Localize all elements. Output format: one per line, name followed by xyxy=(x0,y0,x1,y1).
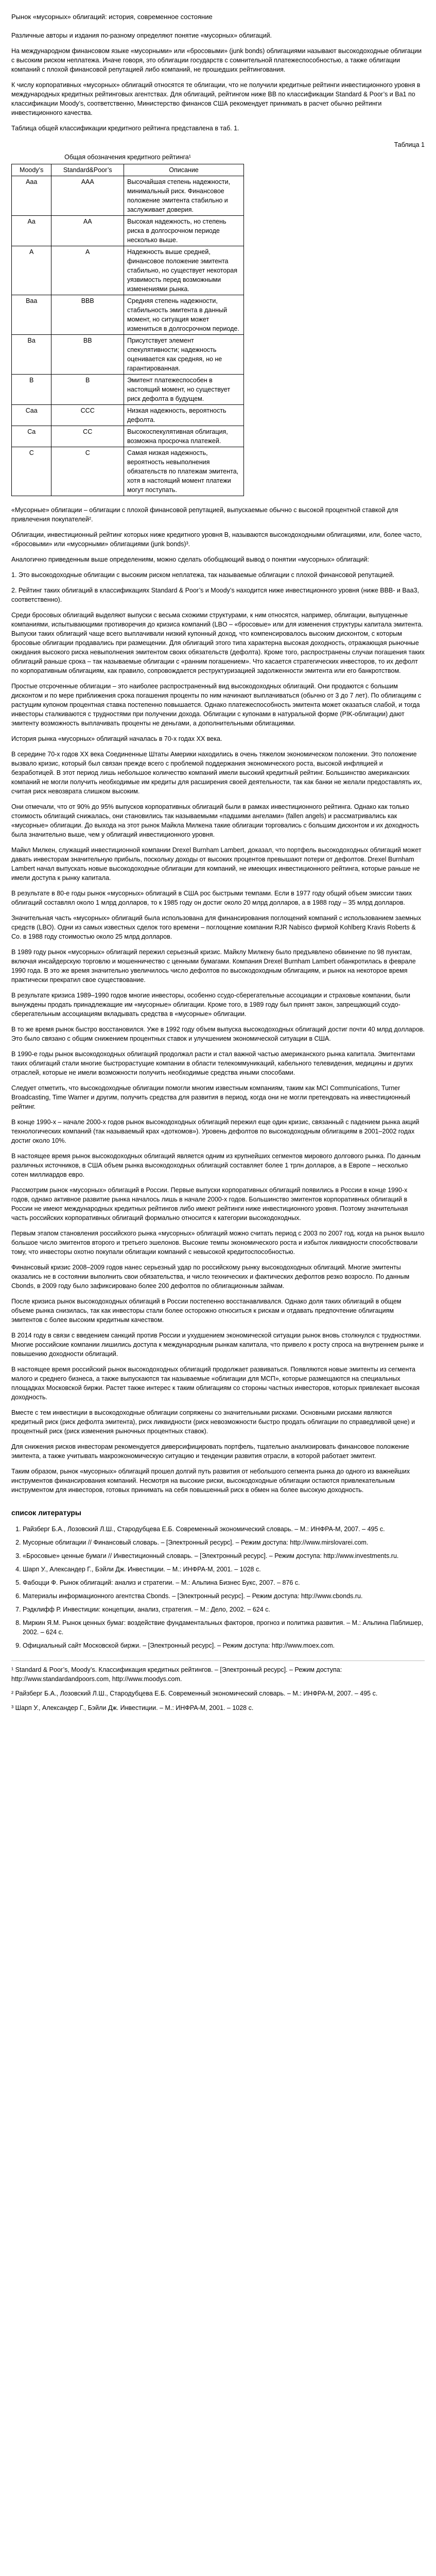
reference-item: 7. Рэдклифф Р. Инвестиции: концепции, анализ, стратегия. – М.: Дело, 2002. – 624 с. xyxy=(23,1605,425,1614)
rating-description-cell: Низкая надежность, вероятность дефолта. xyxy=(124,405,244,426)
table-caption: Таблица 1 xyxy=(394,141,425,148)
paragraph: Рассмотрим рынок «мусорных» облигаций в России. Первые выпуски корпоративных облигаций появились в России в конце 1990-х годов, однако активное развитие рынка началось лишь в начале 2000-х годов. Большинство эмитентов корпоративных облигаций в России не имеют международных кредитных рейтингов либо имеют рейтинги ниже инвестиционного уровня. Поэтому значительная часть российских корпоративных облигаций формально относится к категории высокодоходных. xyxy=(11,1187,408,1222)
paragraph: 2. Рейтинг таких облигаций в классификациях Standard & Poor’s и Moody’s находится ниже инвестиционного уровня (ниже BBB- и Baa3, соответственно). xyxy=(11,587,420,603)
paragraph: Финансовый кризис 2008–2009 годов нанес серьезный удар по российскому рынку высокодоходных облигаций. Многие эмитенты оказались не в состоянии выполнить свои обязательства, и число технических и фактических дефолтов резко возросло. По данным Cbonds, в 2009 году было зафиксировано более 200 дефолтов по облигационным займам. xyxy=(11,1264,410,1290)
paragraph: В результате в 80-е годы рынок «мусорных» облигаций в США рос быстрыми темпами. Если в 1977 году общий объем эмиссии таких облигаций составлял около 1 млрд долларов, то к 1985 году он достиг около 20 млрд долларов, а в 1988 году – 35 млрд долларов. xyxy=(11,890,412,906)
rating-description-cell: Надежность выше средней, финансовое положение эмитента стабильно, но существует некоторая уязвимость перед возможными изменениями рынка. xyxy=(124,246,244,295)
footnote: ¹ Standard & Poor’s, Moody’s. Классификация кредитных рейтингов. – [Электронный ресурс]. – Режим доступа: http://www.standardandpoors.com, http://www.moodys.com. xyxy=(11,1666,342,1683)
paragraph: Простые отсроченные облигации – это наиболее распространенный вид высокодоходных облигаций. Они продаются с большим дисконтом и по мере приближения срока погашения проценты по ним начинают выплачиваться (обычно от 3 до 7 лет). По облигациям с растущим купоном процентная ставка постепенно повышается. Однако платежеспособность эмитента может оказаться слабой, и тогда инвесторы сталкиваются с трудностями при получении дохода. Облигации с купонами в натуральной форме (PIK-облигации) дают эмитенту возможность выплачивать проценты не деньгами, а дополнительными облигациями. xyxy=(11,683,422,727)
reference-item: 8. Миркин Я.М. Рынок ценных бумаг: воздействие фундаментальных факторов, прогноз и политика развития. – М.: Альпина Паблишер, 2002. – 624 с. xyxy=(23,1618,425,1637)
paragraph: После кризиса рынок высокодоходных облигаций в России постепенно восстанавливался. Однако доля таких облигаций в общем объеме рынка снизилась, так как инвесторы стали более осторожно относиться к рискам и отдавать предпочтение облигациям эмитентов с более высоким кредитным качеством. xyxy=(11,1298,402,1324)
rating-description-cell: Эмитент платежеспособен в настоящий момент, но существует риск дефолта в будущем. xyxy=(124,375,244,405)
paragraph: К числу корпоративных «мусорных» облигаций относятся те облигации, что не получили кредитные рейтинги инвестиционного уровня в международных кредитных рейтинговых агентствах. Для облигаций, рейтингом ниже ВВ по классификации Standard & Poor’s и Ва1 по классификации Moody’s, соответственно, Министерство финансов США рекомендует принимать в расчет обычно рейтинги инвестиционного качества. xyxy=(11,81,421,116)
rating-code-cell: Baa xyxy=(12,295,51,335)
rating-description-cell: Средняя степень надежности, стабильность эмитента в данный момент, но ситуация может измениться в долгосрочном периоде. xyxy=(124,295,244,335)
table-header-cell: Moody’s xyxy=(12,164,51,176)
paragraph: В результате кризиса 1989–1990 годов многие инвесторы, особенно ссудо-сберегательные ассоциации и страховые компании, были вынуждены продать принадлежащие им «мусорные» облигации. Кроме того, в 1989 году был принят закон, запрещающий ссудо-сберегательным ассоциациям вкладывать средства в «мусорные» облигации. xyxy=(11,992,411,1018)
paragraph: В конце 1990-х – начале 2000-х годов рынок высокодоходных облигаций пережил еще один кризис, связанный с падением рынка акций технологических компаний (так называемый крах «доткомов»). Уровень дефолтов по высокодоходным облигациям в 2001–2002 годах достиг около 10%. xyxy=(11,1118,420,1144)
paragraph: Значительная часть «мусорных» облигаций была использована для финансирования поглощений компаний с использованием заемных средств (LBO). Одни из самых известных сделок того времени – поглощение компании RJR Nabisco фирмой Kohlberg Kravis Roberts & Co. в 1988 году стоимостью около 25 млрд долларов. xyxy=(11,914,422,940)
paragraph: Первым этапом становления российского рынка «мусорных» облигаций можно считать период с 2003 по 2007 год, когда на рынок вышло большое число эмитентов второго и третьего эшелонов. Высокие темпы экономического роста и избыток ликвидности способствовали тому, что инвесторы охотно покупали облигации компаний с невысокой кредитоспособностью. xyxy=(11,1230,425,1256)
reference-item: 1. Райзберг Б.А., Лозовский Л.Ш., Стародубцева Е.Б. Современный экономический словарь. – М.: ИНФРА-М, 2007. – 495 с. xyxy=(23,1524,425,1534)
table-header-cell: Описание xyxy=(124,164,244,176)
rating-code-cell: A xyxy=(51,246,124,295)
paragraph: Вместе с тем инвестиции в высокодоходные облигации сопряжены со значительными рисками. Основными рисками являются кредитный риск (риск дефолта эмитента), риск ликвидности (риск невозможности быстро продать облигации по справедливой цене) и процентный риск (риск изменения рыночных процентных ставок). xyxy=(11,1409,415,1435)
rating-code-cell: BB xyxy=(51,335,124,375)
document-title: Рынок «мусорных» облигаций: история, современное состояние xyxy=(11,13,213,21)
paragraph: Облигации, инвестиционный рейтинг которых ниже кредитного уровня В, называются высокодоходными облигациями, или, более часто, «бросовыми» или «мусорными» облигациями (junk bonds)³. xyxy=(11,531,422,548)
rating-code-cell: Aaa xyxy=(12,176,51,216)
reference-item: 6. Материалы информационного агентства Cbonds. – [Электронный ресурс]. – Режим доступа: http://www.cbonds.ru. xyxy=(23,1591,425,1601)
rating-code-cell: B xyxy=(51,375,124,405)
paragraph: Майкл Милкен, служащий инвестиционной компании Drexel Burnham Lambert, доказал, что портфель высокодоходных облигаций может давать инвесторам значительную прибыль, поскольку доходы от высоких процентов превышают потери от дефолтов. Drexel Burnham Lambert начал выпускать новые высокодоходные облигации для компаний, не имеющих инвестиционного рейтинга, которые раньше не имели доступа к рынку капитала. xyxy=(11,846,422,882)
paragraph: В 2014 году в связи с введением санкций против России и ухудшением экономической ситуации рынок вновь столкнулся с трудностями. Многие российские компании лишились доступа к международным рынкам капитала, что привело к росту спроса на внутреннем рынке и повышению доходности облигаций. xyxy=(11,1332,424,1358)
paragraph: В 1989 году рынок «мусорных» облигаций пережил серьезный кризис. Майклу Милкену было предъявлено обвинение по 98 пунктам, включая инсайдерскую торговлю и мошенничество с ценными бумагами. Компания Drexel Burnham Lambert обанкротилась в феврале 1990 года. В это же время значительно увеличилось число дефолтов по высокодоходным облигациям, и рынок на некоторое время практически прекратил свое существование. xyxy=(11,948,416,984)
footnotes xyxy=(11,1660,425,1713)
paragraph: Таблица общей классификации кредитного рейтинга представлена в таб. 1. xyxy=(11,125,239,132)
footnote: ² Райзберг Б.А., Лозовский Л.Ш., Стародубцева Е.Б. Современный экономический словарь. – М.: ИНФРА-М, 2007. – 495 с. xyxy=(11,1690,378,1697)
reference-item: 5. Фабоцци Ф. Рынок облигаций: анализ и стратегии. – М.: Альпина Бизнес Букс, 2007. – 876 с. xyxy=(23,1578,425,1587)
paragraph: В настоящее время российский рынок высокодоходных облигаций продолжает развиваться. Появляются новые эмитенты из сегмента малого и среднего бизнеса, а также выпускаются так называемые «облигации для МСП», которые размещаются на специальных площадках Московской биржи. Растет также интерес к таким облигациям со стороны частных инвесторов, которых привлекает высокая доходность. xyxy=(11,1366,420,1401)
rating-code-cell: B xyxy=(12,375,51,405)
paragraph: Среди бросовых облигаций выделяют выпуски с весьма схожими структурами, к ним относятся, например, облигации, выпущенные компаниями, испытывающими противоречия до кризиса компаний (LBO – «бросовые» или для изменения структуры капитала эмитента. Выпуски таких облигаций чаще всего выплачивали низкий купонный доход, что компенсировалось высоким дисконтом, с которым бросовые облигации продавались при размещении. Для облигаций этого типа характерна высокая доходность, отражающая рыночные ожидания высокого риска невыполнения эмитентом своих обязательств (дефолта). Кроме того, распространены случаи погашения таких облигаций раньше срока – так называемые облигации с «ранним погашением». Что касается стратегических инвесторов, то их дефолт по корпоративным облигациям, как правило, сопровождается реструктуризацией задолженности эмитента или его банкротством. xyxy=(11,612,425,674)
paragraph: Таким образом, рынок «мусорных» облигаций прошел долгий путь развития от небольшого сегмента рынка до одного из важнейших инструментов финансирования компаний. Несмотря на высокие риски, высокодоходные облигации остаются привлекательным инструментом для инвесторов, готовых принимать на себя повышенный риск в обмен на более высокую доходность. xyxy=(11,1468,410,1494)
table-row xyxy=(12,176,244,216)
body-section xyxy=(11,505,425,1495)
rating-code-cell: Caa xyxy=(12,405,51,426)
paragraph: 1. Это высокодоходные облигации с высоким риском неплатежа, так называемые облигации с плохой финансовой репутацией. xyxy=(11,571,395,579)
rating-description-cell: Присутствует элемент спекулятивности; надежность оценивается как средняя, но не гарантированная. xyxy=(124,335,244,375)
table-row xyxy=(12,246,244,295)
table-header-cell: Standard&Poor’s xyxy=(51,164,124,176)
reference-item: 4. Шарп У., Александер Г., Бэйли Дж. Инвестиции. – М.: ИНФРА-М, 2001. – 1028 с. xyxy=(23,1565,425,1574)
rating-description-cell: Высокая надежность, но степень риска в долгосрочном периоде несколько выше. xyxy=(124,216,244,246)
rating-code-cell: C xyxy=(12,447,51,496)
table-row xyxy=(12,335,244,375)
references-title: список литературы xyxy=(11,1509,81,1517)
rating-code-cell: CCC xyxy=(51,405,124,426)
ratings-table xyxy=(11,164,244,496)
rating-code-cell: A xyxy=(12,246,51,295)
paragraph: В настоящее время рынок высокодоходных облигаций является одним из крупнейших сегментов мирового долгового рынка. По данным различных источников, в США объем рынка высокодоходных облигаций составляет более 1 трлн долларов, а в Европе – несколько сотен миллиардов евро. xyxy=(11,1153,421,1178)
paragraph: Для снижения рисков инвесторам рекомендуется диверсифицировать портфель, тщательно анализировать финансовое положение эмитента, а также учитывать макроэкономическую ситуацию и тенденции развития отрасли, в которой работает эмитент. xyxy=(11,1443,409,1460)
paragraph: История рынка «мусорных» облигаций началась в 70-х годах ХХ века. xyxy=(11,735,222,742)
rating-code-cell: C xyxy=(51,447,124,496)
paragraph: Различные авторы и издания по-разному определяют понятие «мусорных» облигаций. xyxy=(11,32,272,39)
paragraph: Следует отметить, что высокодоходные облигации помогли многим известным компаниям, таким как MCI Communications, Turner Broadcasting, Time Warner и другим, получить средства для развития в период, когда они не могли претендовать на инвестиционный рейтинг. xyxy=(11,1084,411,1110)
paragraph: На международном финансовом языке «мусорными» или «бросовыми» (junk bonds) облигациями называют высокодоходные облигации с высоким риском неплатежа. Иначе говоря, это облигации государств с сомнительной платежеспособностью, а также облигации компаний с плохой финансовой репутацией либо компаний, не прошедших рейтингования. xyxy=(11,47,422,73)
paragraph: В середине 70-х годов ХХ века Соединенные Штаты Америки находились в очень тяжелом экономическом положении. Это положение вызвало кризис, который был связан прежде всего с проблемой поддержания экономического роста, высокой инфляцией и безработицей. В этот период лишь небольшое количество компаний имели высокий кредитный рейтинг. Большинство американских компаний не могли получить необходимые им кредиты для расширения своей деятельности, так как банки не желали предоставлять их, считая риск невозврата слишком высоким. xyxy=(11,751,422,795)
table-row xyxy=(12,447,244,496)
paragraph: Они отмечали, что от 90% до 95% выпусков корпоративных облигаций были в рамках инвестиционного рейтинга. Однако как только стоимость облигаций снижалась, они становились так называемыми «падшими ангелами» (fallen angels) и рассматривались как «мусорные» облигации. До выхода на этот рынок Майкла Милкена такие облигации торговались с большим дисконтом и их доходность была значительно выше, чем у облигаций инвестиционного уровня. xyxy=(11,803,420,838)
rating-description-cell: Самая низкая надежность, вероятность невыполнения обязательств по платежам эмитента, хотя в настоящий момент платежи могут поступать. xyxy=(124,447,244,496)
reference-item: 9. Официальный сайт Московской биржи. – [Электронный ресурс]. – Режим доступа: http://www.moex.com. xyxy=(23,1641,425,1650)
table-row xyxy=(12,295,244,335)
reference-item: 3. «Бросовые» ценные бумаги // Инвестиционный словарь. – [Электронный ресурс]. – Режим доступа: http://www.investments.ru. xyxy=(23,1551,425,1561)
rating-code-cell: Aa xyxy=(12,216,51,246)
footnote: ³ Шарп У., Александер Г., Бэйли Дж. Инвестиции. – М.: ИНФРА-М, 2001. – 1028 с. xyxy=(11,1704,254,1711)
paragraph: Аналогично приведенным выше определениям, можно сделать обобщающий вывод о понятии «мусорных» облигаций: xyxy=(11,556,369,563)
paragraph: В 1990-е годы рынок высокодоходных облигаций продолжал расти и стал важной частью американского рынка капитала. Эмитентами таких облигаций стали многие быстрорастущие компании в области телекоммуникаций, кабельного телевидения, медицины и других отраслей, которые не имели возможности получить необходимые средства иными способами. xyxy=(11,1050,415,1076)
table-row xyxy=(12,216,244,246)
rating-code-cell: Ca xyxy=(12,426,51,447)
intro-section xyxy=(11,31,425,133)
rating-code-cell: AA xyxy=(51,216,124,246)
table-title: Общая обозначения кредитного рейтинга¹ xyxy=(64,154,191,161)
rating-description-cell: Высочайшая степень надежности, минимальный риск. Финансовое положение эмитента стабильно и заслуживает доверия. xyxy=(124,176,244,216)
table-row xyxy=(12,426,244,447)
rating-code-cell: CC xyxy=(51,426,124,447)
table-row xyxy=(12,375,244,405)
reference-item: 2. Мусорные облигации // Финансовый словарь. – [Электронный ресурс]. – Режим доступа: http://www.mirslovarei.com. xyxy=(23,1538,425,1547)
rating-code-cell: BBB xyxy=(51,295,124,335)
ratings-table-body xyxy=(12,176,244,496)
table-header-row xyxy=(12,164,244,176)
rating-code-cell: AAA xyxy=(51,176,124,216)
paragraph: В то же время рынок быстро восстановился. Уже в 1992 году объем выпуска высокодоходных облигаций достиг почти 40 млрд долларов. Это было связано с общим снижением процентных ставок и улучшением экономической ситуации в США. xyxy=(11,1026,425,1042)
rating-code-cell: Ba xyxy=(12,335,51,375)
rating-description-cell: Высокоспекулятивная облигация, возможна просрочка платежей. xyxy=(124,426,244,447)
table-row xyxy=(12,405,244,426)
paragraph: «Мусорные» облигации – облигации с плохой финансовой репутацией, выпускаемые обычно с высокой процентной ставкой для привлечения покупателей². xyxy=(11,506,398,523)
references-list xyxy=(11,1524,425,1650)
